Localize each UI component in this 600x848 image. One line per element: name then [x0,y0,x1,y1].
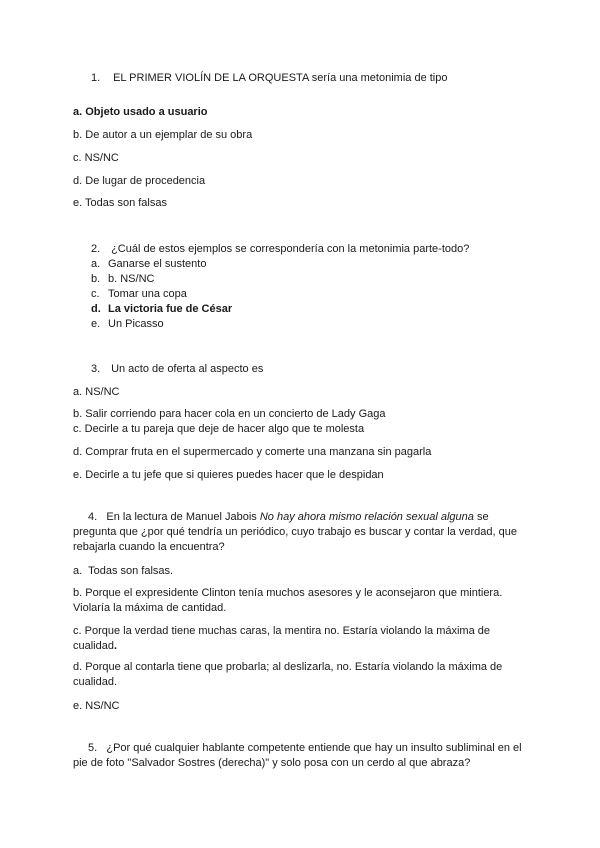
q3-option-e: e. Decirle a tu jefe que si quieres puedes hacer que le despidan [73,469,384,481]
q4-option-d: d. Porque al contarla tiene que probarla; al deslizarla, no. Estaría violando la máxima de cualidad. [73,661,503,688]
q2-option-e: e. Un Picasso [91,318,164,330]
question-5 [73,741,533,771]
question-text: EL PRIMER VIOLÍN DE LA ORQUESTA sería una metonimia de tipo [113,72,448,84]
question-number: 3. [91,363,101,375]
q3-option-a: a. NS/NC [73,386,120,398]
question-number: 1. [91,72,101,84]
q1-option-e: e. Todas son falsas [73,197,167,209]
question-1 [91,71,447,86]
q2-option-c: c. Tomar una copa [91,288,187,300]
q1-option-b: b. De autor a un ejemplar de su obra [73,129,253,141]
q4-option-e: e. NS/NC [73,700,120,712]
q4-option-a: a. Todas son falsas. [73,565,174,577]
question-number: 2. [91,243,101,255]
q4-option-b: b. Porque el expresidente Clinton tenía muchos asesores y le aconsejaron que mintiera. Violaría la máxima de cantidad. [73,587,503,614]
question-text: Un acto de oferta al aspecto es [111,363,264,375]
question-text: ¿Cuál de estos ejemplos se correspondería con la metonimia parte-todo? [111,243,470,255]
q1-option-c: c. NS/NC [73,152,119,164]
question-4: 4. En la lectura de Manuel Jabois No hay ahora mismo relación sexual alguna se pregunta que ¿por qué tendría un periódico, cuyo trabajo es buscar y contar la verdad, que rebajarla cuando la encuentra? [73,511,517,553]
question-text: ¿Por qué cualquier hablante competente entiende que hay un insulto subliminal en el pie de foto "Salvador Sostres (derecha)" y solo posa con un cerdo al que abraza? [73,742,522,769]
article-title: No hay ahora mismo relación sexual alguna [259,511,474,523]
question-number: 4. [88,511,98,523]
q3-option-c: c. Decirle a tu pareja que deje de hacer algo que te molesta [73,423,365,435]
q2-option-b: b. b. NS/NC [91,273,155,285]
question-3 [91,362,263,377]
q4-option-c: c. Porque la verdad tiene muchas caras, la mentira no. Estaría violando la máxima de cualidad. [73,625,491,652]
q1-option-d: d. De lugar de procedencia [73,175,206,187]
question-2 [91,242,469,257]
q1-option-a: a. Objeto usado a usuario [73,106,208,118]
q3-option-b: b. Salir corriendo para hacer cola en un concierto de Lady Gaga [73,408,386,420]
q2-option-d: d. La victoria fue de César [91,303,233,315]
q3-option-d: d. Comprar fruta en el supermercado y comerte una manzana sin pagarla [73,446,432,458]
question-number: 5. [88,742,98,754]
q2-option-a: a. Ganarse el sustento [91,258,207,270]
